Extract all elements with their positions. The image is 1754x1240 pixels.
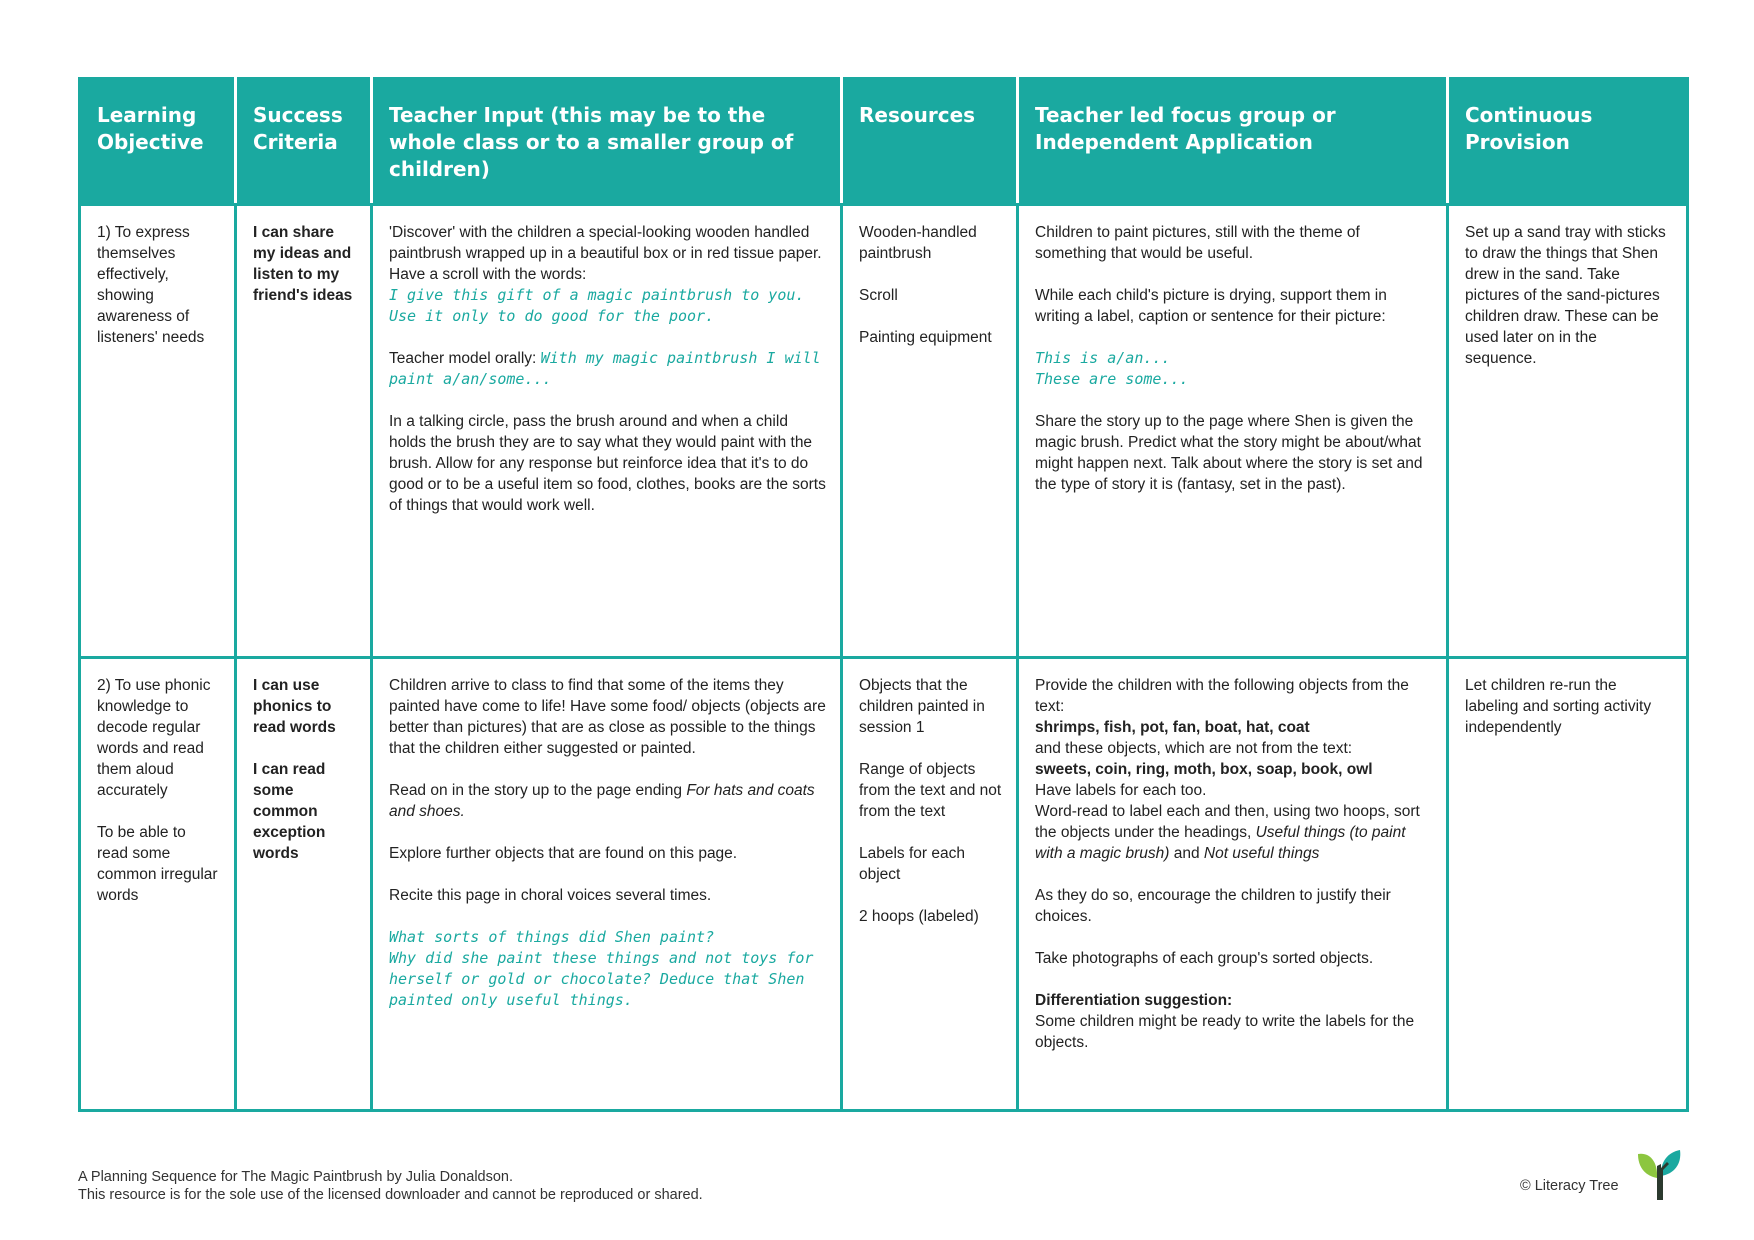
- sentence-stem: This is a/an...: [1035, 349, 1171, 367]
- input-paragraph: Explore further objects that are found on this page.: [389, 845, 738, 862]
- heading-useful: Useful things (to paint with a magic brush): [1035, 824, 1406, 862]
- sentence-stem: These are some...: [1035, 370, 1189, 388]
- input-paragraph: [389, 780, 826, 822]
- table-row: [80, 658, 1688, 1111]
- header-continuous-provision: Continuous Provision: [1448, 79, 1688, 205]
- heading-not-useful: Not useful things: [1203, 845, 1320, 862]
- question: Why did she paint these things and not toys for herself or gold or chocolate? Deduce that Shen painted only useful things.: [389, 949, 814, 1009]
- input-paragraph: [389, 222, 826, 327]
- planning-table: [78, 77, 1689, 1112]
- question: What sorts of things did Shen paint?: [389, 928, 715, 946]
- differentiation-title: Differentiation suggestion:: [1035, 992, 1233, 1009]
- focus-paragraph: Children to paint pictures, still with the theme of something that would be useful.: [1035, 224, 1360, 262]
- footer-license: This resource is for the sole use of the licensed downloader and cannot be reproduced or shared.: [78, 1187, 703, 1203]
- tree-logo-icon: [1636, 1148, 1682, 1200]
- input-text: Read on in the story up to the page ending: [389, 782, 687, 799]
- resource-item: Labels for each object: [859, 845, 965, 883]
- focus-text: Have labels for each too.: [1035, 782, 1207, 799]
- cell-resources: [842, 658, 1018, 1111]
- cell-continuous-provision: [1448, 658, 1688, 1111]
- cell-teacher-input: [372, 205, 842, 658]
- focus-paragraph: Share the story up to the page where Shen is given the magic brush. Predict what the story might be about/what might happen next. Talk about where the story is set and the type of story it is (fantasy, set in the past).: [1035, 413, 1423, 493]
- provision-text: Let children re-run the labeling and sorting activity independently: [1465, 677, 1652, 736]
- input-paragraph: In a talking circle, pass the brush around and when a child holds the brush they are to say what they would paint with the brush. Allow for any response but reinforce idea that it's to do good or to be a useful item so food, clothes, books are the sorts of things that would work well.: [389, 413, 826, 514]
- cell-success-criteria: [236, 205, 372, 658]
- objective-text: 1) To express themselves effectively, showing awareness of listeners' needs: [97, 224, 205, 346]
- table-row: [80, 205, 1688, 658]
- cell-teacher-input: [372, 658, 842, 1111]
- header-row: [80, 79, 1688, 205]
- cell-focus-group: [1018, 205, 1448, 658]
- objective-text: To be able to read some common irregular words: [97, 824, 218, 904]
- focus-paragraph: While each child's picture is drying, support them in writing a label, caption or sentence for their picture:: [1035, 287, 1387, 325]
- success-text: I can use phonics to read words: [253, 677, 336, 736]
- resource-item: Painting equipment: [859, 329, 992, 346]
- cell-continuous-provision: [1448, 205, 1688, 658]
- resource-item: Range of objects from the text and not from the text: [859, 761, 1002, 820]
- sentence-stems: [1035, 348, 1432, 390]
- header-resources: Resources: [842, 79, 1018, 205]
- focus-text: Word-read to label each and then, using two hoops, sort the objects under the headings,: [1035, 803, 1420, 841]
- success-text: I can share my ideas and listen to my friend's ideas: [253, 224, 353, 304]
- cell-focus-group: [1018, 658, 1448, 1111]
- resource-item: 2 hoops (labeled): [859, 908, 979, 925]
- input-paragraph: Children arrive to class to find that some of the items they painted have come to life! Have some food/ objects (objects are better than pictures) that are as close as possible to the things that the children either suggested or painted.: [389, 677, 826, 757]
- focus-paragraph: [1035, 675, 1432, 864]
- header-focus-group: Teacher led focus group or Independent Application: [1018, 79, 1448, 205]
- cell-success-criteria: [236, 658, 372, 1111]
- object-list: shrimps, fish, pot, fan, boat, hat, coat: [1035, 719, 1310, 736]
- input-paragraph: [389, 348, 826, 390]
- input-paragraph: Recite this page in choral voices several times.: [389, 887, 712, 904]
- input-text: 'Discover' with the children a special-looking wooden handled paintbrush wrapped up in a beautiful box or in red tissue paper. Have a scroll with the words:: [389, 224, 822, 283]
- differentiation-text: Some children might be ready to write the labels for the objects.: [1035, 1013, 1415, 1051]
- footer-title: A Planning Sequence for The Magic Paintbrush by Julia Donaldson.: [78, 1169, 514, 1185]
- focus-text: and: [1169, 845, 1204, 862]
- input-text: Teacher model orally:: [389, 350, 541, 367]
- provision-text: Set up a sand tray with sticks to draw the things that Shen drew in the sand. Take pictures of the sand-pictures children draw. These can be used later on in the sequence.: [1465, 224, 1666, 367]
- model-sentence: With my magic paintbrush I will paint a/an/some...: [389, 349, 821, 388]
- focus-paragraph: Take photographs of each group's sorted objects.: [1035, 950, 1374, 967]
- header-teacher-input: Teacher Input (this may be to the whole class or to a smaller group of children): [372, 79, 842, 205]
- header-success-criteria: Success Criteria: [236, 79, 372, 205]
- resource-item: Scroll: [859, 287, 898, 304]
- object-list: sweets, coin, ring, moth, box, soap, book, owl: [1035, 761, 1373, 778]
- cell-learning-objective: [80, 658, 236, 1111]
- focus-text: Provide the children with the following objects from the text:: [1035, 677, 1409, 715]
- footer: [78, 1168, 703, 1204]
- objective-text: 2) To use phonic knowledge to decode regular words and read them aloud accurately: [97, 677, 211, 799]
- cell-resources: [842, 205, 1018, 658]
- resource-item: Objects that the children painted in session 1: [859, 677, 985, 736]
- header-learning-objective: Learning Objective: [80, 79, 236, 205]
- differentiation: [1035, 990, 1432, 1053]
- story-quote: For hats and coats and shoes.: [389, 782, 815, 820]
- resource-item: Wooden-handled paintbrush: [859, 224, 977, 262]
- focus-text: and these objects, which are not from the text:: [1035, 740, 1353, 757]
- success-text: I can read some common exception words: [253, 761, 326, 862]
- discussion-questions: [389, 927, 826, 1011]
- copyright: © Literacy Tree: [1520, 1178, 1619, 1194]
- focus-paragraph: As they do so, encourage the children to justify their choices.: [1035, 887, 1391, 925]
- scroll-quote: I give this gift of a magic paintbrush to you. Use it only to do good for the poor.: [389, 286, 805, 325]
- cell-learning-objective: [80, 205, 236, 658]
